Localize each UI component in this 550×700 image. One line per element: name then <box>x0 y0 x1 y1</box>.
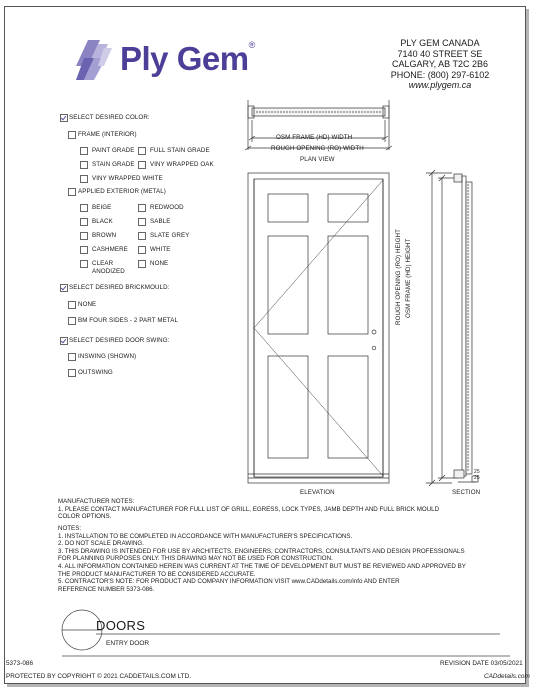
note-4b: THE PRODUCT MANUFACTURER TO BE CONSIDERED ACCURATE. <box>58 570 256 578</box>
section-mark-2: 25 <box>474 475 480 481</box>
inswing-label: INSWING (SHOWN) <box>78 353 137 360</box>
notes-heading: NOTES: <box>58 525 82 532</box>
beige-label: BEIGE <box>92 204 112 211</box>
ro-width-label: ROUGH OPENING (RO) WIDTH <box>271 145 364 152</box>
manufacturer-note-1b: COLOR OPTIONS. <box>58 513 112 521</box>
full-stain-grade-label: FULL STAIN GRADE <box>150 147 210 154</box>
brickmould-heading: SELECT DESIRED BRICKMOULD: <box>69 284 170 291</box>
paint-grade-label: PAINT GRADE <box>92 147 135 154</box>
company-website[interactable]: www.plygem.ca <box>408 80 472 90</box>
section-mark-1: 25 <box>474 469 480 475</box>
reference-number: 5373-086 <box>6 660 34 667</box>
white-label: WHITE <box>150 246 171 253</box>
viny-wrapped-oak-label: VINY WRAPPED OAK <box>150 161 214 168</box>
note-3b: FOR PLANNING PURPOSES ONLY. THIS DRAWING MAY NOT BE USED FOR CONSTRUCTION. <box>58 555 333 563</box>
osm-width-label: OSM FRAME (HD) WIDTH <box>276 134 353 141</box>
company-phone: PHONE: (800) 297-6102 <box>390 69 490 80</box>
logo-wordmark: Ply Gem® <box>120 40 255 77</box>
company-name: PLY GEM CANADA <box>400 38 480 48</box>
brown-label: BROWN <box>92 232 117 239</box>
sable-label: SABLE <box>150 218 171 225</box>
ro-height-label: ROUGH OPENING (RO) HEIGHT <box>395 228 402 325</box>
black-label: BLACK <box>92 218 113 225</box>
plan-view-label: PLAN VIEW <box>300 156 335 163</box>
company-address-1: 7140 40 STREET SE <box>397 48 483 59</box>
note-1: 1. INSTALLATION TO BE COMPLETED IN ACCORDANCE WITH MANUFACTURER'S SPECIFICATIONS. <box>58 532 353 540</box>
note-3: 3. THIS DRAWING IS INTENDED FOR USE BY ARCHITECTS, ENGINEERS, CONTRACTORS, CONSULTANTS AND DESIGN PROFESSIONALS <box>58 547 465 555</box>
redwood-label: REDWOOD <box>150 204 184 211</box>
osm-height-label: OSM FRAME (HD) HEIGHT <box>405 238 412 318</box>
note-2: 2. DO NOT SCALE DRAWING. <box>58 540 144 548</box>
revision-date: REVISION DATE 03/05/2021 <box>440 660 523 667</box>
note-4: 4. ALL INFORMATION CONTAINED HEREIN WAS CURRENT AT THE TIME OF DEVELOPMENT BUT MUST BE REVIEWED AND APPROVED BY <box>58 562 466 570</box>
drawing-title: DOORS <box>96 618 146 633</box>
frame-interior-label: FRAME (INTERIOR) <box>78 131 137 138</box>
caddetails-link[interactable]: CADdetails.com <box>484 673 530 680</box>
slate-grey-label: SLATE GREY <box>150 232 190 239</box>
clear-label: CLEAR <box>92 260 114 267</box>
elevation-label: ELEVATION <box>300 489 335 496</box>
none-brickmould-label: NONE <box>78 301 97 308</box>
section-label: SECTION <box>452 489 481 496</box>
outswing-label: OUTSWING <box>78 369 113 376</box>
note-5: 5. CONTRACTOR'S NOTE: FOR PRODUCT AND COMPANY INFORMATION VISIT www.CADdetails.com/info AND ENTER <box>58 578 400 586</box>
applied-exterior-label: APPLIED EXTERIOR (METAL) <box>78 188 166 195</box>
company-address-2: CALGARY, AB T2C 2B6 <box>391 59 489 69</box>
viny-wrapped-white-label: VINY WRAPPED WHITE <box>92 175 163 182</box>
manufacturer-notes-heading: MANUFACTURER NOTES: <box>58 498 135 505</box>
swing-heading: SELECT DESIRED DOOR SWING: <box>69 337 170 344</box>
color-heading: SELECT DESIRED COLOR: <box>69 114 150 121</box>
drawing-subtitle: ENTRY DOOR <box>106 640 150 647</box>
none-color-label: NONE <box>150 260 169 267</box>
anodized-label: ANODIZED <box>92 268 125 275</box>
stain-grade-label: STAIN GRADE <box>92 161 135 168</box>
manufacturer-note-1: 1. PLEASE CONTACT MANUFACTURER FOR FULL LIST OF GRILL, EGRESS, LOCK TYPES, JAMB DEPTH AND FULL BRICK MOULD <box>58 505 440 513</box>
cashmere-label: CASHMERE <box>92 246 128 253</box>
bm-four-sides-label: BM FOUR SIDES - 2 PART METAL <box>78 317 178 324</box>
copyright-notice: PROTECTED BY COPYRIGHT © 2021 CADDETAILS.COM LTD. <box>6 673 191 680</box>
note-5b: REFERENCE NUMBER 5373-086. <box>58 585 155 593</box>
